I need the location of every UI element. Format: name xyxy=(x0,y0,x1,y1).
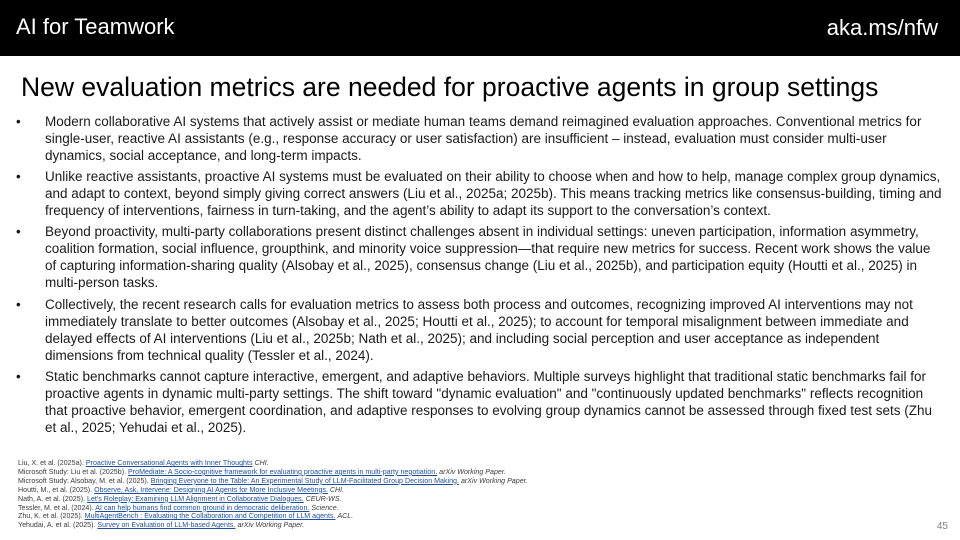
bullet-text: Collectively, the recent research calls for evaluation metrics to assess both process and outcomes, recognizing improved AI interventions may not immediately translate to better outcomes (Alsobay et al., 2025; Houtti et al., 2025); to account for temporal misalignment between immediate and delayed effects of AI interventions (Liu et al., 2025b; Nath et al., 2025); and including social perception and user acceptance as independent dimensions from technical quality (Tessler et al., 2024). xyxy=(45,296,913,363)
bullet-dot: • xyxy=(16,368,21,384)
bullet-dot: • xyxy=(16,169,21,185)
reference-authors: Tessler, M. et al. (2024). xyxy=(18,503,94,512)
bullet-text: Static benchmarks cannot capture interactive, emergent, and adaptive behaviors. Multiple surveys highlight that traditional static benchmarks fail for proactive agents in dynamic multi-party settings. The shift toward "dynamic evaluation" and "continuously updated benchmarks" reflects recognition that proactive behavior, emergent coordination, and adaptive responses to evolving group dynamics cannot be assessed through fixed test sets (Zhu et al., 2025; Yehudai et al., 2025). xyxy=(45,368,933,435)
reference-link[interactable]: Let's Roleplay: Examining LLM Alignment in Collaborative Dialogues. xyxy=(87,494,304,503)
bullet-text: Modern collaborative AI systems that actively assist or mediate human teams demand reimagined evaluation approaches. Conventional metrics for single-user, reactive AI assistants (e.g., response accuracy or user satisfaction) are insufficient – instead, evaluation must consider multi-user dynamics, social acceptance, and long-term impacts. xyxy=(45,114,922,163)
reference-link[interactable]: ProMediate: A Socio-cognitive framework for evaluating proactive agents in multi-party negotiation. xyxy=(128,467,438,476)
reference-venue: CEUR-WS. xyxy=(305,494,342,503)
reference-venue: Science. xyxy=(311,503,339,512)
reference-venue: arXiv Working Paper. xyxy=(460,476,528,485)
bullet-item xyxy=(16,168,942,219)
reference-link[interactable]: Bringing Everyone to the Table: An Experimental Study of LLM-Facilitated Group Decision Making. xyxy=(150,476,459,485)
reference-item xyxy=(18,477,898,486)
bullet-text: Beyond proactivity, multi-party collaborations present distinct challenges absent in individual settings: uneven participation, information asymmetry, coalition formation, social influence, groupthink, and minority voice suppression—that require new metrics for success. Recent work shows the value of capturing information-sharing quality (Alsobay et al., 2025), consensus change (Liu et al., 2025b), and participation equity (Houtti et al., 2025) in multi-person tasks. xyxy=(45,224,931,291)
reference-authors: Yehudai, A. et al. (2025). xyxy=(18,521,96,530)
reference-authors: Microsoft Study: Liu et al. (2025b). xyxy=(18,467,127,476)
reference-link[interactable]: MultiAgentBench : Evaluating the Collaboration and Competition of LLM agents. xyxy=(84,512,336,521)
bullet-dot: • xyxy=(16,114,21,129)
reference-list xyxy=(18,459,898,530)
bullet-item xyxy=(16,368,942,436)
reference-authors: Microsoft Study: Alsobay, M. et al. (2025). xyxy=(18,476,149,485)
reference-authors: Liu, X. et al. (2025a). xyxy=(18,459,84,467)
reference-item xyxy=(18,495,898,504)
reference-venue: arXiv Working Paper. xyxy=(439,467,506,476)
reference-link[interactable]: Proactive Conversational Agents with Inner Thoughts xyxy=(85,459,253,467)
page-number: 45 xyxy=(936,521,948,532)
bullet-list xyxy=(16,113,942,440)
reference-item xyxy=(18,459,898,468)
bullet-item xyxy=(16,223,942,291)
bullet-item xyxy=(16,113,942,164)
reference-link[interactable]: Observe, Ask, Intervene: Designing AI Agents for More Inclusive Meetings. xyxy=(94,485,328,494)
reference-item xyxy=(18,504,898,513)
reference-item xyxy=(18,468,898,477)
bullet-dot: • xyxy=(16,224,21,240)
reference-link[interactable]: AI can help humans find common ground in democratic deliberation. xyxy=(95,503,310,512)
slide-title: New evaluation metrics are needed for proactive agents in group settings xyxy=(21,72,879,102)
bullet-text: Unlike reactive assistants, proactive AI systems must be evaluated on their ability to choose when and how to help, manage complex group dynamics, and adapt to context, beyond simply giving correct answers (Liu et al., 2025a; 2025b). This means tracking metrics like consensus-building, timing and frequency of interventions, fairness in turn-taking, and the agent’s ability to adapt its support to the conversation’s context. xyxy=(45,169,942,219)
reference-venue: ACL. xyxy=(337,512,354,521)
reference-item xyxy=(18,512,898,521)
header-link[interactable]: aka.ms/nfw xyxy=(826,15,938,40)
reference-item xyxy=(18,486,898,495)
reference-venue: CHI. xyxy=(254,459,269,467)
reference-authors: Nath, A. et al. (2025). xyxy=(18,494,86,503)
brand-title: AI for Teamwork xyxy=(16,14,175,39)
reference-venue: CHI. xyxy=(329,485,345,494)
reference-link[interactable]: Survey on Evaluation of LLM-based Agents. xyxy=(97,521,236,530)
reference-venue: arXiv Working Paper. xyxy=(237,521,305,530)
reference-item xyxy=(18,521,898,530)
header-bar xyxy=(0,0,960,56)
reference-authors: Houtti, M., et al. (2025). xyxy=(18,485,93,494)
reference-authors: Zhu, K. et al. (2025). xyxy=(18,512,83,521)
bullet-item xyxy=(16,296,942,364)
bullet-dot: • xyxy=(16,296,21,312)
